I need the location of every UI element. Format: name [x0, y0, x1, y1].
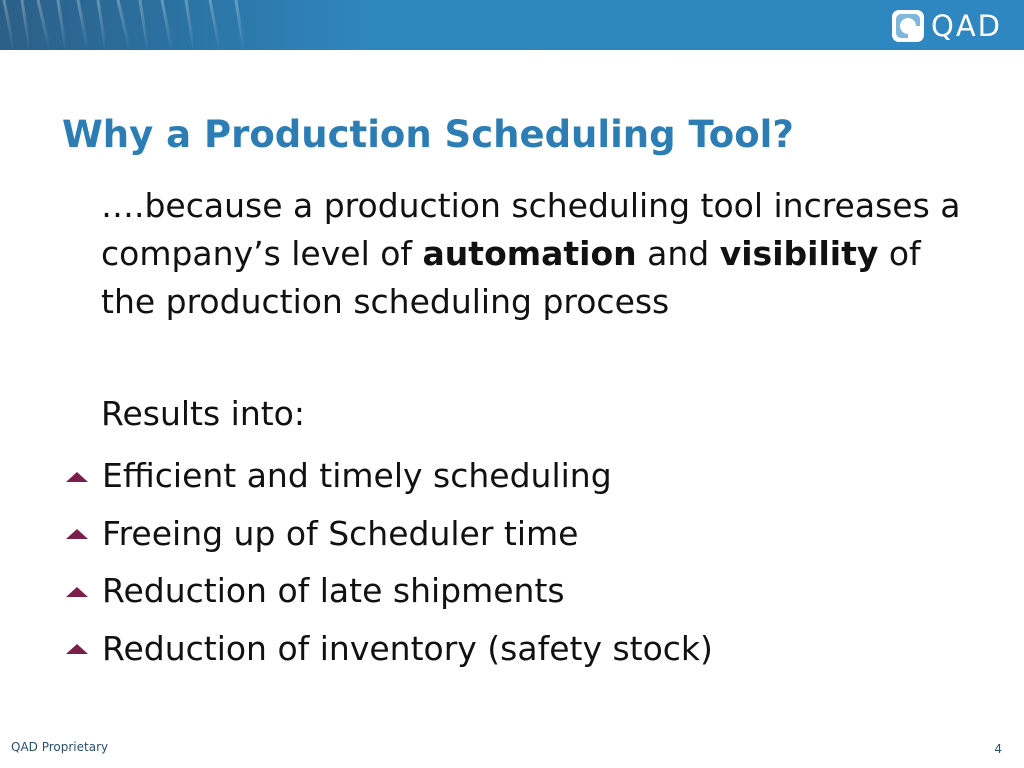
footer-proprietary: QAD Proprietary	[11, 740, 109, 754]
list-item	[66, 447, 713, 505]
intro-part-2: and	[636, 234, 720, 273]
results-list	[66, 447, 713, 677]
list-item	[66, 505, 713, 563]
triangle-up-icon	[66, 529, 88, 539]
slide-title: Why a Production Scheduling Tool?	[62, 113, 794, 156]
page-number: 4	[994, 742, 1002, 756]
intro-bold-visibility: visibility	[719, 234, 879, 273]
intro-part-3: of the production scheduling process	[101, 234, 921, 321]
list-item-text: Reduction of late shipments	[102, 571, 565, 611]
qad-logo-icon	[891, 9, 925, 43]
intro-text	[101, 182, 981, 326]
header-texture	[0, 0, 360, 50]
list-item	[66, 620, 713, 678]
intro-paragraph	[101, 182, 981, 326]
list-item-text: Reduction of inventory (safety stock)	[102, 628, 713, 668]
list-item-text: Freeing up of Scheduler time	[102, 513, 579, 553]
triangle-up-icon	[66, 472, 88, 482]
brand-name: QAD	[931, 9, 1002, 43]
qad-logo	[891, 9, 1002, 43]
triangle-up-icon	[66, 644, 88, 654]
intro-part-1: ….because a production scheduling tool increases a company’s level of	[101, 186, 961, 273]
list-item	[66, 562, 713, 620]
intro-bold-automation: automation	[422, 234, 637, 273]
header-band	[0, 0, 1024, 50]
list-item-text: Efficient and timely scheduling	[102, 456, 612, 496]
triangle-up-icon	[66, 587, 88, 597]
results-label: Results into:	[101, 394, 305, 433]
